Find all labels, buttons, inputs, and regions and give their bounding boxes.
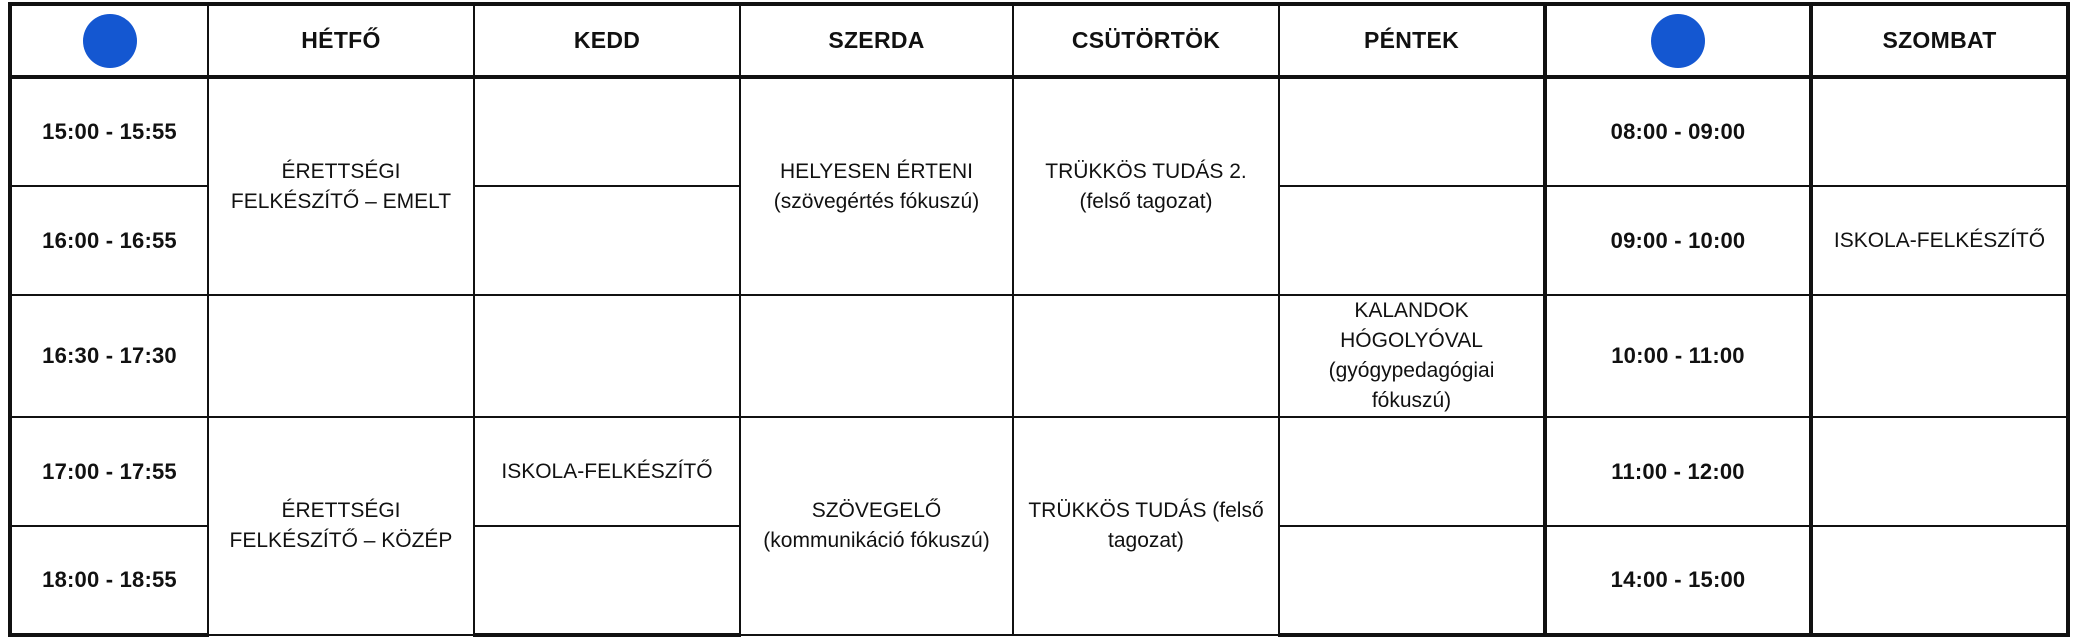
empty-cell [1811, 526, 2068, 635]
class-wednesday-helyesen: HELYESEN ÉRTENI (szövegértés fókuszú) [740, 77, 1013, 295]
empty-cell [1811, 417, 2068, 526]
empty-cell [1811, 295, 2068, 417]
weekday-time-cell: 16:30 - 17:30 [10, 295, 208, 417]
saturday-time-header-cell [1545, 4, 1811, 77]
class-tuesday-iskola: ISKOLA-FELKÉSZÍTŐ [474, 417, 740, 526]
header-row [10, 4, 2068, 77]
empty-cell [740, 295, 1013, 417]
empty-cell [474, 526, 740, 635]
weekday-time-cell: 17:00 - 17:55 [10, 417, 208, 526]
empty-cell [208, 295, 474, 417]
empty-cell [1279, 417, 1545, 526]
weekday-time-cell: 16:00 - 16:55 [10, 186, 208, 295]
class-saturday-iskola: ISKOLA-FELKÉSZÍTŐ [1811, 186, 2068, 295]
day-header-monday: HÉTFŐ [208, 4, 474, 77]
weekday-time-cell: 18:00 - 18:55 [10, 526, 208, 635]
empty-cell [1811, 77, 2068, 186]
table-row [10, 295, 2068, 417]
saturday-time-cell: 11:00 - 12:00 [1545, 417, 1811, 526]
day-header-tuesday: KEDD [474, 4, 740, 77]
day-header-wednesday: SZERDA [740, 4, 1013, 77]
schedule-table [8, 2, 2070, 637]
blue-dot-icon [1651, 14, 1705, 68]
header-corner-cell [10, 4, 208, 77]
class-monday-kozep: ÉRETTSÉGI FELKÉSZÍTŐ – KÖZÉP [208, 417, 474, 635]
empty-cell [1279, 186, 1545, 295]
class-wednesday-szovegelo: SZÖVEGELŐ (kommunikáció fókuszú) [740, 417, 1013, 635]
saturday-time-cell: 09:00 - 10:00 [1545, 186, 1811, 295]
table-row [10, 77, 2068, 186]
day-header-thursday: CSÜTÖRTÖK [1013, 4, 1279, 77]
class-thursday-trukkos-2: TRÜKKÖS TUDÁS 2. (felső tagozat) [1013, 77, 1279, 295]
class-thursday-trukkos: TRÜKKÖS TUDÁS (felső tagozat) [1013, 417, 1279, 635]
day-header-saturday: SZOMBAT [1811, 4, 2068, 77]
saturday-time-cell: 14:00 - 15:00 [1545, 526, 1811, 635]
saturday-time-cell: 08:00 - 09:00 [1545, 77, 1811, 186]
class-friday-kalandok: KALANDOK HÓGOLYÓVAL (gyógypedagógiai fókuszú) [1279, 295, 1545, 417]
empty-cell [1279, 77, 1545, 186]
empty-cell [474, 77, 740, 186]
day-header-friday: PÉNTEK [1279, 4, 1545, 77]
empty-cell [474, 295, 740, 417]
weekday-time-cell: 15:00 - 15:55 [10, 77, 208, 186]
class-monday-emelt: ÉRETTSÉGI FELKÉSZÍTŐ – EMELT [208, 77, 474, 295]
empty-cell [474, 186, 740, 295]
empty-cell [1279, 526, 1545, 635]
saturday-time-cell: 10:00 - 11:00 [1545, 295, 1811, 417]
empty-cell [1013, 295, 1279, 417]
table-row [10, 417, 2068, 526]
blue-dot-icon [83, 14, 137, 68]
